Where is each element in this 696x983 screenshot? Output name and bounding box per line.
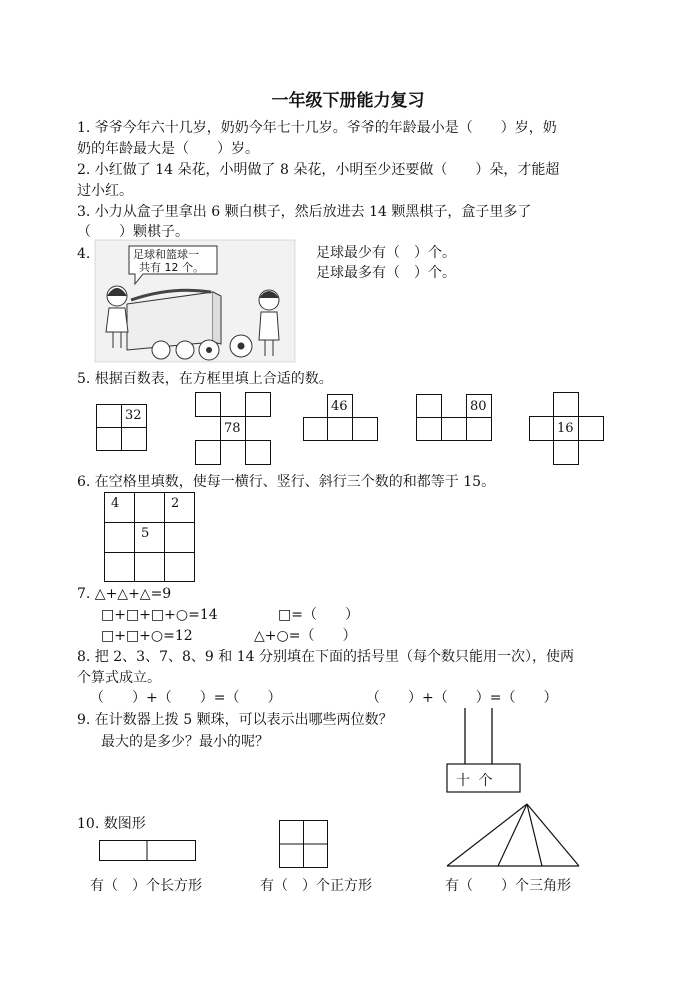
square-figure bbox=[279, 820, 329, 869]
speech-bubble-line1: 足球和篮球一 bbox=[133, 248, 199, 261]
q9-line2: 最大的是多少？最小的呢？ bbox=[101, 734, 269, 750]
value-box bbox=[220, 416, 246, 441]
blank-box[interactable] bbox=[416, 417, 442, 441]
value-box bbox=[553, 416, 579, 441]
blank-box[interactable] bbox=[327, 417, 353, 441]
value-box bbox=[121, 404, 147, 428]
value-box bbox=[327, 394, 353, 418]
rectangle-shape bbox=[99, 840, 197, 861]
rectangle-figure bbox=[99, 840, 197, 861]
q10-ask-rectangles: 有（ ）个长方形 bbox=[90, 878, 202, 894]
blank-box[interactable] bbox=[352, 417, 378, 441]
q1-line1: 1. 爷爷今年六十几岁，奶奶今年七十几岁。爷爷的年龄最小是（ ）岁，奶 bbox=[77, 120, 557, 136]
blank-box[interactable] bbox=[578, 416, 604, 441]
value-78: 78 bbox=[224, 421, 241, 436]
grid-cell[interactable] bbox=[104, 552, 135, 582]
blank-box[interactable] bbox=[96, 404, 122, 428]
blank-box[interactable] bbox=[303, 417, 328, 441]
value-box bbox=[466, 394, 492, 418]
grid-cell bbox=[164, 492, 195, 523]
q3-line1: 3. 小力从盒子里拿出 6 颗白棋子，然后放进去 14 颗黑棋子，盒子里多了 bbox=[77, 204, 532, 220]
cell-value: 2 bbox=[171, 496, 180, 511]
q4-ask-max: 足球最多有（ ）个。 bbox=[316, 265, 456, 281]
blank-box[interactable] bbox=[245, 392, 271, 417]
value-80: 80 bbox=[470, 399, 487, 414]
q8-line2: 个算式成立。 bbox=[77, 670, 161, 686]
cell-value: 5 bbox=[141, 526, 150, 541]
grid-cell[interactable] bbox=[164, 522, 195, 553]
q10-ask-triangles: 有（ ）个三角形 bbox=[445, 878, 571, 894]
blank-box[interactable] bbox=[245, 440, 271, 465]
q4-number: 4. bbox=[77, 246, 91, 262]
blank-box[interactable] bbox=[553, 440, 579, 465]
magic-square-grid bbox=[104, 492, 195, 582]
q9-line1: 9. 在计数器上拨 5 颗珠，可以表示出哪些两位数？ bbox=[77, 712, 393, 728]
value-46: 46 bbox=[331, 399, 348, 414]
blank-box[interactable] bbox=[195, 440, 221, 465]
grid-cell bbox=[104, 492, 135, 523]
grid-cell[interactable] bbox=[134, 492, 165, 523]
triangle-fan-shape bbox=[446, 803, 580, 867]
cell-value: 4 bbox=[111, 496, 120, 511]
q6-prompt: 6. 在空格里填数，使每一横行、竖行、斜行三个数的和都等于 15。 bbox=[77, 474, 496, 490]
blank-box[interactable] bbox=[441, 417, 467, 441]
q5-prompt: 5. 根据百数表，在方框里填上合适的数。 bbox=[77, 371, 333, 387]
speech-bubble-line2: 共有 12 个。 bbox=[139, 261, 204, 274]
blank-box[interactable] bbox=[96, 427, 122, 451]
triangle-figure bbox=[446, 803, 580, 867]
grid-cell[interactable] bbox=[164, 552, 195, 582]
q7-line2b: □=（ ） bbox=[278, 607, 359, 623]
q2-line2: 过小红。 bbox=[77, 183, 133, 199]
grid-cell[interactable] bbox=[134, 552, 165, 582]
blank-box[interactable] bbox=[121, 427, 147, 451]
q2-line1: 2. 小红做了 14 朵花，小明做了 8 朵花，小明至少还要做（ ）朵，才能超 bbox=[77, 162, 560, 178]
abacus bbox=[446, 708, 522, 794]
q1-line2: 奶的年龄最大是（ ）岁。 bbox=[77, 141, 259, 157]
q8-equation-2: （ ）+（ ）=（ ） bbox=[366, 690, 558, 706]
blank-box[interactable] bbox=[553, 392, 579, 417]
grid-cell bbox=[134, 522, 165, 553]
q4-ask-min: 足球最少有（ ）个。 bbox=[316, 245, 456, 261]
value-32: 32 bbox=[125, 408, 142, 423]
grid-cell[interactable] bbox=[104, 522, 135, 553]
q10-ask-squares: 有（ ）个正方形 bbox=[260, 878, 372, 894]
blank-box[interactable] bbox=[416, 394, 442, 418]
blank-box[interactable] bbox=[529, 416, 554, 441]
blank-box[interactable] bbox=[195, 392, 221, 417]
q10-prompt: 10. 数图形 bbox=[77, 816, 146, 832]
abacus-label: 十 个 bbox=[456, 773, 495, 789]
value-16: 16 bbox=[557, 421, 574, 436]
page-title: 一年级下册能力复习 bbox=[271, 91, 425, 111]
q3-line2: （ ）颗棋子。 bbox=[77, 224, 189, 240]
q7-line2a: □+□+□+○=14 bbox=[101, 607, 218, 623]
q7-line3a: □+□+○=12 bbox=[101, 628, 193, 644]
square-grid-shape bbox=[279, 820, 329, 869]
q4-illustration bbox=[95, 240, 295, 362]
q7-line3b: △+○=（ ） bbox=[254, 628, 357, 644]
blank-box[interactable] bbox=[466, 417, 492, 441]
q7-line1: 7. △+△+△=9 bbox=[77, 586, 172, 602]
q8-line1: 8. 把 2、3、7、8、9 和 14 分别填在下面的括号里（每个数只能用一次），使两 bbox=[77, 649, 574, 665]
q8-equation-1: （ ）+（ ）=（ ） bbox=[90, 690, 282, 706]
